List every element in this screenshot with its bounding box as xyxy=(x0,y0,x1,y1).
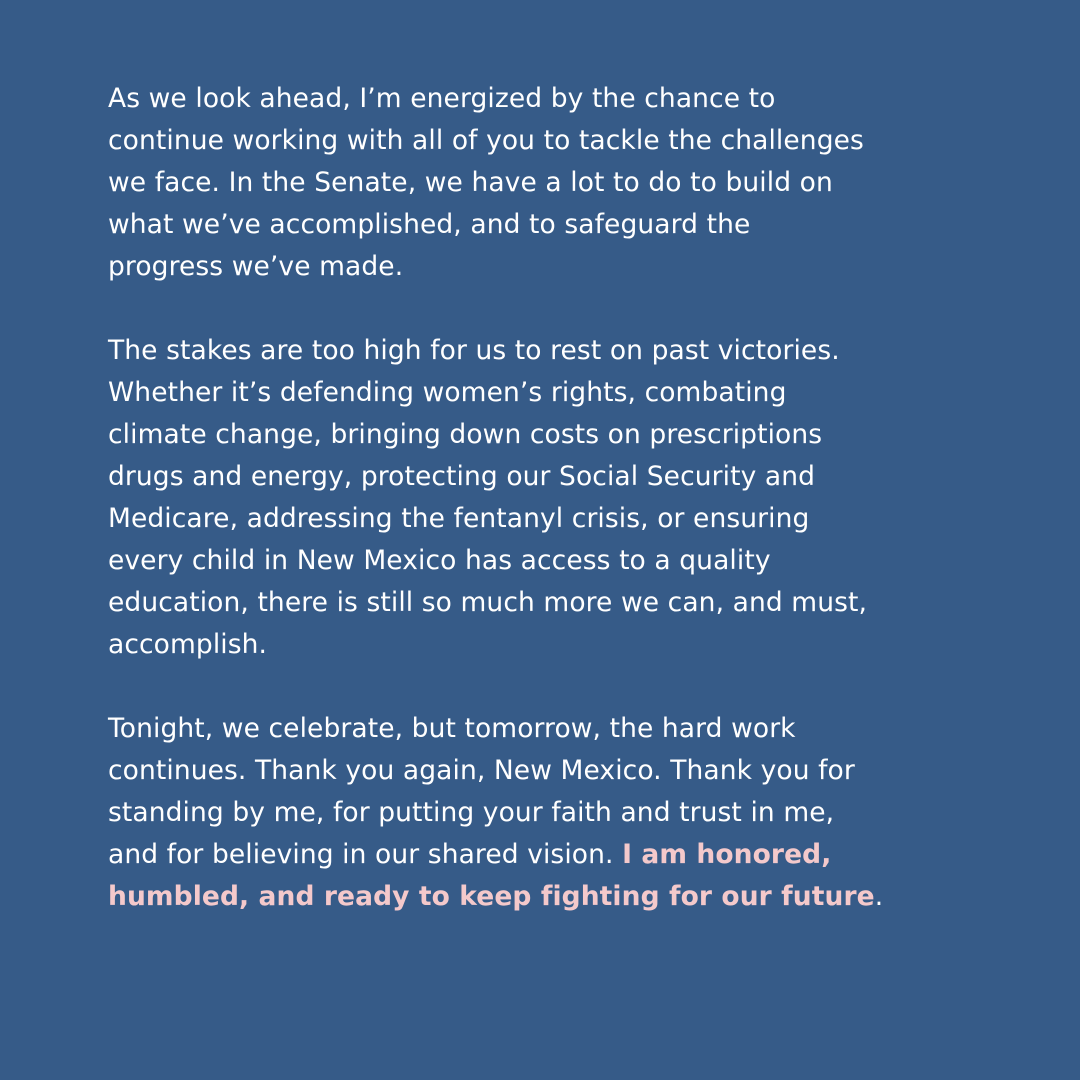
highlighted-future-text: humbled, and ready to keep fighting for our future xyxy=(108,881,875,912)
text-line: standing by me, for putting your faith and trust in me, xyxy=(108,797,835,828)
text-line: what we’ve accomplished, and to safeguard the xyxy=(108,209,751,240)
closing-period: . xyxy=(874,881,884,912)
text-line: education, there is still so much more we can, and must, xyxy=(108,587,868,618)
text-line: we face. In the Senate, we have a lot to do to build on xyxy=(108,167,833,198)
text-line: drugs and energy, protecting our Social Security and xyxy=(108,461,816,492)
paragraph-stakes xyxy=(108,330,988,666)
text-line: progress we’ve made. xyxy=(108,251,404,282)
text-line: continues. Thank you again, New Mexico. Thank you for xyxy=(108,755,855,786)
text-line: every child in New Mexico has access to a quality xyxy=(108,545,771,576)
paragraph-closing xyxy=(108,708,988,918)
text-line: Tonight, we celebrate, but tomorrow, the hard work xyxy=(108,713,796,744)
text-line: climate change, bringing down costs on prescriptions xyxy=(108,419,823,450)
text-line: Medicare, addressing the fentanyl crisis, or ensuring xyxy=(108,503,810,534)
text-line: accomplish. xyxy=(108,629,268,660)
text-line: As we look ahead, I’m energized by the chance to xyxy=(108,83,776,114)
statement-text xyxy=(108,78,988,918)
text-line: continue working with all of you to tackle the challenges xyxy=(108,125,864,156)
highlighted-honored-text: I am honored, xyxy=(622,839,832,870)
closing-plain-text: and for believing in our shared vision. xyxy=(108,839,623,870)
text-line: Whether it’s defending women’s rights, combating xyxy=(108,377,787,408)
text-line xyxy=(108,834,988,876)
text-line xyxy=(108,876,988,918)
paragraph-looking-ahead xyxy=(108,78,988,288)
text-line: The stakes are too high for us to rest on past victories. xyxy=(108,335,840,366)
